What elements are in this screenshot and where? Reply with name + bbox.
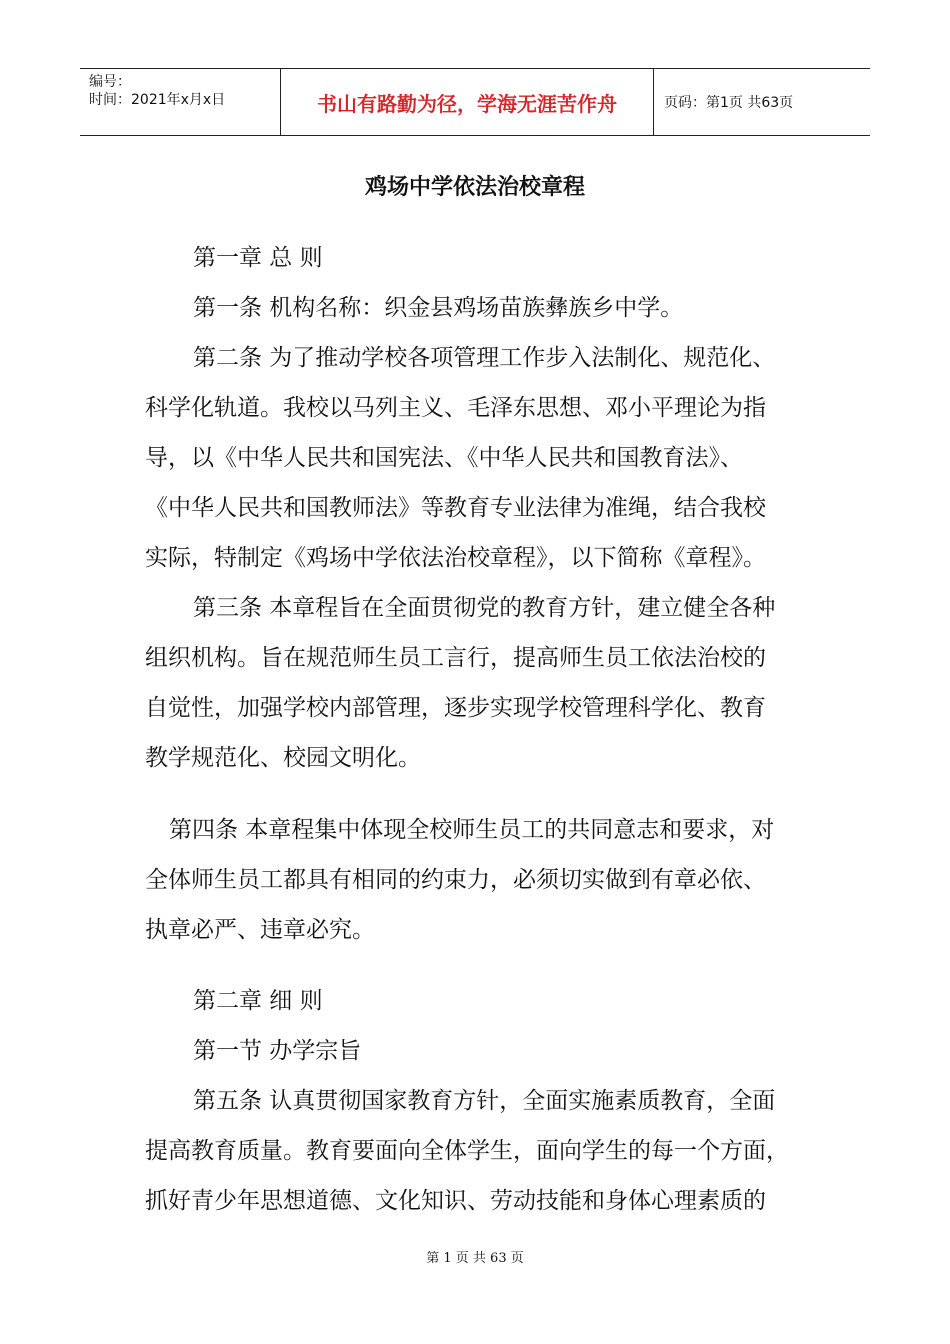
text-line: 抓好青少年思想道德、文化知识、劳动技能和身体心理素质的 xyxy=(145,1188,766,1214)
chapter-heading: 第一章 总 则 xyxy=(193,245,323,271)
text-line: 第一条 机构名称：织金县鸡场苗族彝族乡中学。 xyxy=(193,295,684,321)
text-line: 自觉性，加强学校内部管理，逐步实现学校管理科学化、教育 xyxy=(145,695,766,721)
text-line: 第四条 本章程集中体现全校师生员工的共同意志和要求，对 xyxy=(169,817,775,843)
page-footer: 第 1 页 共 63 页 xyxy=(426,1251,524,1266)
section-heading: 第一节 办学宗旨 xyxy=(193,1038,362,1064)
header-meta xyxy=(80,69,281,135)
header-page-info: 页码：第1页 共63页 xyxy=(664,95,794,111)
text-line: 执章必严、违章必究。 xyxy=(145,917,375,943)
chapter-heading: 第二章 细 则 xyxy=(193,988,323,1014)
document-title: 鸡场中学依法治校章程 xyxy=(364,174,585,200)
page-header xyxy=(80,68,870,136)
text-line: 《中华人民共和国教师法》等教育专业法律为准绳，结合我校 xyxy=(145,495,766,521)
text-line: 全体师生员工都具有相同的约束力，必须切实做到有章必依、 xyxy=(145,867,766,893)
document-date: 时间：2021年x月x日 xyxy=(89,92,226,108)
text-line: 组织机构。旨在规范师生员工言行，提高师生员工依法治校的 xyxy=(145,645,766,671)
text-line: 第五条 认真贯彻国家教育方针，全面实施素质教育，全面 xyxy=(193,1088,776,1114)
text-line: 第三条 本章程旨在全面贯彻党的教育方针，建立健全各种 xyxy=(193,595,776,621)
text-line: 教学规范化、校园文明化。 xyxy=(145,745,421,771)
document-number: 编号： xyxy=(89,74,131,90)
header-motto: 书山有路勤为径，学海无涯苦作舟 xyxy=(281,69,654,135)
text-line: 导，以《中华人民共和国宪法、《中华人民共和国教育法》、 xyxy=(145,445,743,471)
text-line: 第二条 为了推动学校各项管理工作步入法制化、规范化、 xyxy=(193,345,776,371)
text-line: 科学化轨道。我校以马列主义、毛泽东思想、邓小平理论为指 xyxy=(145,395,766,421)
text-line: 提高教育质量。教育要面向全体学生，面向学生的每一个方面， xyxy=(145,1138,789,1164)
text-line: 实际，特制定《鸡场中学依法治校章程》，以下简称《章程》。 xyxy=(145,545,766,571)
